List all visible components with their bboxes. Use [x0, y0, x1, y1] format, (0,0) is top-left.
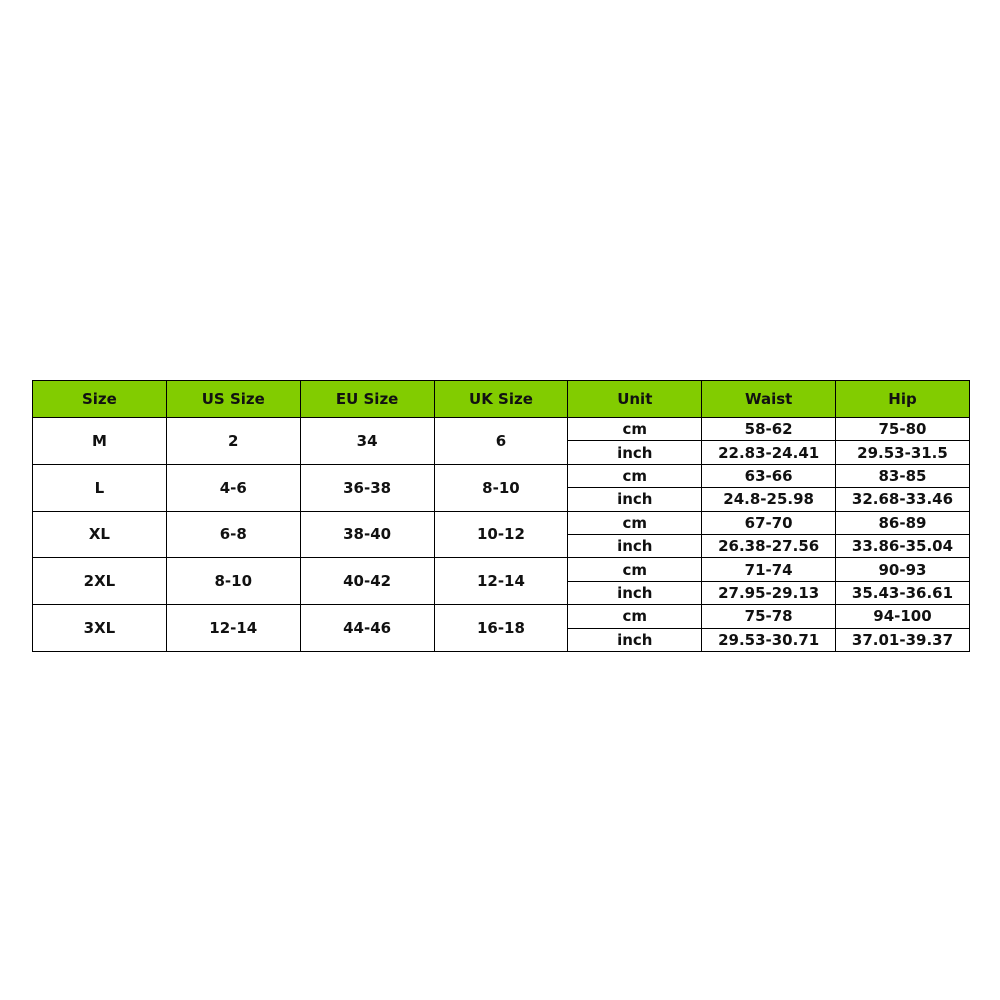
- header-eu-size: EU Size: [300, 381, 434, 418]
- header-us-size: US Size: [166, 381, 300, 418]
- eu-size-cell: 40-42: [300, 558, 434, 605]
- uk-size-cell: 8-10: [434, 464, 568, 511]
- us-size-cell: 12-14: [166, 605, 300, 652]
- hip-cell: 32.68-33.46: [836, 488, 970, 511]
- table-row: [33, 511, 970, 534]
- waist-cell: 63-66: [702, 464, 836, 487]
- header-row: [33, 381, 970, 418]
- waist-cell: 22.83-24.41: [702, 441, 836, 464]
- waist-cell: 67-70: [702, 511, 836, 534]
- unit-cell: inch: [568, 628, 702, 651]
- waist-cell: 27.95-29.13: [702, 581, 836, 604]
- hip-cell: 75-80: [836, 418, 970, 441]
- waist-cell: 24.8-25.98: [702, 488, 836, 511]
- header-unit: Unit: [568, 381, 702, 418]
- waist-cell: 75-78: [702, 605, 836, 628]
- unit-cell: inch: [568, 581, 702, 604]
- waist-cell: 29.53-30.71: [702, 628, 836, 651]
- header-waist: Waist: [702, 381, 836, 418]
- table-row: [33, 464, 970, 487]
- size-cell: 2XL: [33, 558, 167, 605]
- eu-size-cell: 38-40: [300, 511, 434, 558]
- hip-cell: 35.43-36.61: [836, 581, 970, 604]
- waist-cell: 71-74: [702, 558, 836, 581]
- header-size: Size: [33, 381, 167, 418]
- uk-size-cell: 16-18: [434, 605, 568, 652]
- header-hip: Hip: [836, 381, 970, 418]
- hip-cell: 37.01-39.37: [836, 628, 970, 651]
- unit-cell: cm: [568, 605, 702, 628]
- hip-cell: 86-89: [836, 511, 970, 534]
- unit-cell: cm: [568, 418, 702, 441]
- size-cell: L: [33, 464, 167, 511]
- eu-size-cell: 36-38: [300, 464, 434, 511]
- hip-cell: 29.53-31.5: [836, 441, 970, 464]
- unit-cell: inch: [568, 488, 702, 511]
- uk-size-cell: 12-14: [434, 558, 568, 605]
- size-chart-table: [32, 380, 970, 652]
- unit-cell: cm: [568, 511, 702, 534]
- unit-cell: inch: [568, 534, 702, 557]
- uk-size-cell: 10-12: [434, 511, 568, 558]
- us-size-cell: 6-8: [166, 511, 300, 558]
- table-row: [33, 418, 970, 441]
- unit-cell: cm: [568, 464, 702, 487]
- hip-cell: 94-100: [836, 605, 970, 628]
- hip-cell: 33.86-35.04: [836, 534, 970, 557]
- size-cell: M: [33, 418, 167, 465]
- hip-cell: 83-85: [836, 464, 970, 487]
- table-row: [33, 558, 970, 581]
- header-uk-size: UK Size: [434, 381, 568, 418]
- eu-size-cell: 34: [300, 418, 434, 465]
- unit-cell: cm: [568, 558, 702, 581]
- size-cell: 3XL: [33, 605, 167, 652]
- waist-cell: 58-62: [702, 418, 836, 441]
- table-row: [33, 605, 970, 628]
- us-size-cell: 4-6: [166, 464, 300, 511]
- waist-cell: 26.38-27.56: [702, 534, 836, 557]
- us-size-cell: 2: [166, 418, 300, 465]
- unit-cell: inch: [568, 441, 702, 464]
- us-size-cell: 8-10: [166, 558, 300, 605]
- size-cell: XL: [33, 511, 167, 558]
- hip-cell: 90-93: [836, 558, 970, 581]
- eu-size-cell: 44-46: [300, 605, 434, 652]
- uk-size-cell: 6: [434, 418, 568, 465]
